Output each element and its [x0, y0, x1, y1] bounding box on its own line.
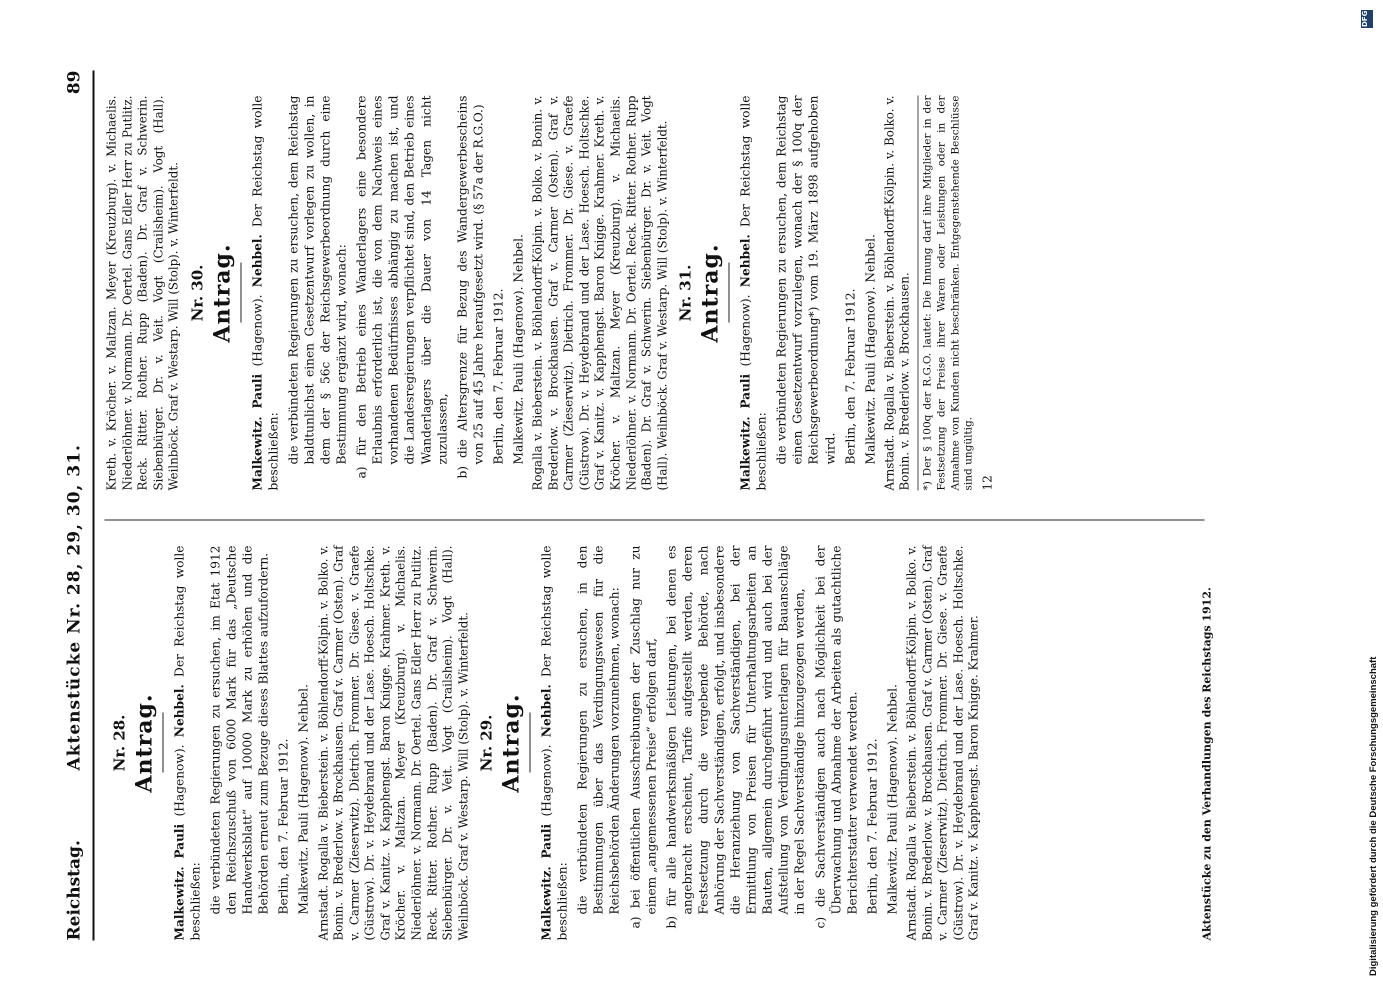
nr29-intro — [538, 546, 570, 941]
nr29-intro-rest: Der Reichstag wolle beschließen: — [539, 545, 570, 941]
nr31-intro-name2: Nehbel. — [738, 234, 753, 288]
nr31-rule — [728, 263, 729, 323]
nr31-signers: Malkewitz. Pauli (Hagenow). Nehbel. — [862, 234, 877, 465]
nr31-footnote: *) Der § 100q der R.G.O. lautet: Die Innung darf ihre Mitglieder in der Festsetzung der Preise ihrer Waren oder Leistungen oder in der Annahme von Kunden nicht beschränken. Entgegenstehende Beschlüsse sind ungültig. — [917, 96, 976, 491]
nr31-date: Berlin, den 7. Februar 1912. — [842, 288, 857, 465]
nr30-title: Antrag. — [208, 243, 235, 343]
signature-number: 12 — [980, 475, 995, 491]
nr29-rule — [529, 713, 530, 773]
nr30-intro-rest: Der Reichstag wolle beschließen: — [249, 95, 280, 491]
nr31-body: die verbündeten Regierungen zu ersuchen, dem Reichstag einen Gesetzentwurf vorzulegen, wonach der § 100q der Reichsgewerbeordnung*) vom 19. März 1898 aufgehoben wird. — [774, 95, 837, 465]
nr28-intro — [171, 546, 203, 941]
digitization-credit: Digitalisierung gefördert durch die Deutsche Forschungsgemeinschaft — [1368, 656, 1379, 976]
nr31-number: Nr. 31. — [676, 264, 695, 322]
column-divider — [104, 520, 1204, 521]
nr30-intro-place: (Hagenow). — [249, 294, 264, 367]
header-left: Reichstag. — [64, 840, 84, 941]
nr30-intro-name2: Nehbel. — [249, 234, 264, 288]
nr29-item-c: c) die Sachverständigen auch nach Möglichkeit bei der Überwachung und Abnahme der Arbeiten als gutachtliche Berichterstatter verwendet werden. — [812, 545, 859, 929]
nr30-signers: Malkewitz. Pauli (Hagenow). Nehbel. — [511, 234, 526, 465]
nr28-signers: Malkewitz. Pauli (Hagenow). Nehbel. — [296, 684, 311, 915]
nr30-rule — [240, 263, 241, 323]
nr30-body: die verbündeten Regierungen zu ersuchen, dem Reichstag baldtunlichst einen Gesetzentwurf vorlegen zu wollen, in dem der § 56c der Reichsgewerbeordnung durch eine Bestimmung ergänzt wird, wonach: — [285, 95, 349, 465]
nr29-item-b: b) für alle handwerksmäßigen Leistungen, bei denen es angebracht erscheint, Tarife aufgestellt werden, deren Festsetzung durch die vergebende Behörde, nach Anhörung der Sachverständigen, erfolgt, und insbesondere die Heranziehung von Sachverständigen, bei der Ermittlung von Preisen für Unterhaltungsarbeiten an Bauten, allgemein durchgeführt wird und auch bei der Aufstellung von Verdingungsunterlagen für Bauanschläge in der Regel Sachverständige hinzugezogen werden, — [663, 545, 807, 929]
nr31-intro-rest: Der Reichstag wolle beschließen: — [738, 95, 769, 491]
nr31-title: Antrag. — [697, 243, 723, 343]
nr28-number: Nr. 28. — [110, 714, 128, 772]
nr29-signers: Malkewitz. Pauli (Hagenow). Nehbel. — [884, 684, 899, 915]
nr30-intro — [249, 96, 281, 491]
nr31-intro — [737, 96, 769, 491]
nr29-body: die verbündeten Regierungen zu ersuchen, in den Bestimmungen über das Verdingungswesen für die Reichsbehörden Änderungen vorzunehmen, wonach: — [575, 545, 622, 915]
nr29-title: Antrag. — [498, 693, 524, 793]
bottom-note: Aktenstücke zu den Verhandlungen des Reichstags 1912. — [1200, 587, 1213, 941]
rotated-document-page — [0, 1, 1383, 1001]
nr28-intro-names: Malkewitz. Pauli — [171, 823, 186, 941]
header-rule — [92, 71, 94, 941]
nr28-date: Berlin, den 7. Februar 1912. — [276, 738, 291, 915]
header-title: Aktenstücke Nr. 28, 29, 30, 31. — [64, 444, 84, 771]
nr30-names: Rogalla v. Bieberstein. v. Böhlendorff-Kölpin. v. Bolko. v. Bonin. v. Brederlow. v. Brockhausen. Graf v. Carmer (Osten). Graf v. Carmer (Zieserwitz). Dietrich. Frommer. Dr. Giese. v. Graefe (Güstrow). Dr. v. Heydebrand und der Lase. Hoesch. Holtschke. Graf v. Kanitz. v. Kapphengst. Baron Knigge. Krahmer. Kreth. v. Kröcher. v. Maltzan. Meyer (Kreuzburg). v. Michaelis. Niederlöhner. v. Normann. Dr. Oertel. Reck. Ritter. Rother. Rupp (Baden). Dr. Graf v. Schwerin. Siebenbürger. Dr. v. Veit. Vogt (Hall). Weilnböck. Graf v. Westarp. Will (Stolp). v. Winterfeldt. — [530, 95, 669, 491]
nr30-heading — [188, 96, 241, 491]
dfg-logo: DFG — [1361, 10, 1373, 28]
page-number: 89 — [64, 70, 84, 95]
nr29-intro-place: (Hagenow). — [539, 744, 554, 817]
nr31-intro-place: (Hagenow). — [738, 294, 753, 367]
nr29-date: Berlin, den 7. Februar 1912. — [864, 738, 879, 915]
nr28-heading — [110, 546, 163, 941]
nr28-intro-name2: Nehbel. — [171, 684, 186, 738]
nr29-names-continued: Kreth. v. Kröcher. v. Maltzan. Meyer (Kreuzburg). v. Michaelis. Niederlöhner. v. Normann. Dr. Oertel. Gans Edler Herr zu Putlitz. Reck. Ritter. Rother. Rupp (Baden). Dr. Graf v. Schwerin. Siebenbürger. Dr. v. Veit. Vogt (Crailsheim). Vogt (Hall). Weilnböck. Graf v. Westarp. Will (Stolp). v. Winterfeldt. — [104, 95, 181, 491]
nr28-names: Arnstadt. Rogalla v. Bieberstein. v. Böhlendorff-Kölpin. v. Bolko. v. Bonin. v. Brederlow. v. Brockhausen. Graf v. Carmer (Osten). Graf v. Carmer (Zieserwitz). Dietrich. Frommer. Dr. Giese. v. Graefe (Güstrow). Dr. v. Heydebrand und der Lase. Hoesch. Holtschke. Graf v. Kanitz. v. Kapphengst. Baron Knigge. Krahmer. Kreth. v. Kröcher. v. Maltzan. Meyer (Kreuzburg). v. Michaelis. Niederlöhner. v. Normann. Dr. Oertel. Gans Edler Herr zu Putlitz. Reck. Ritter. Rother. Rupp (Baden). Dr. Graf v. Schwerin. Siebenbürger. Dr. v. Veit. Vogt (Crailsheim). Vogt (Hall). Weilnböck. Graf v. Westarp. Will (Stolp). v. Winterfeldt. — [315, 545, 470, 941]
nr30-intro-names: Malkewitz. Pauli — [249, 373, 264, 491]
nr30-date: Berlin, den 7. Februar 1912. — [490, 288, 505, 465]
nr29-names: Arnstadt. Rogalla v. Bieberstein. v. Böhlendorff-Kölpin. v. Bolko. v. Bonin. v. Brederlow. v. Brockhausen. Graf v. Carmer (Osten). Graf v. Carmer (Zieserwitz). Dietrich. Frommer. Dr. Giese. v. Graefe (Güstrow). Dr. v. Heydebrand und der Lase. Hoesch. Holtschke. Graf v. Kanitz. v. Kapphengst. Baron Knigge. Krahmer. — [904, 545, 981, 941]
nr31-intro-names: Malkewitz. Pauli — [738, 373, 753, 491]
nr30-number: Nr. 30. — [187, 264, 206, 322]
nr29-intro-names: Malkewitz. Pauli — [539, 823, 554, 941]
nr30-item-b: b) die Altersgrenze für Bezug des Wandergewerbescheins von 25 auf 45 Jahre heraufgesetzt wird. (§ 57a der R.G.O.) — [454, 95, 485, 479]
running-header — [60, 71, 88, 941]
nr28-intro-rest: Der Reichstag wolle beschließen: — [171, 545, 202, 941]
nr28-title: Antrag. — [130, 693, 157, 793]
nr29-heading — [477, 546, 530, 941]
left-column — [104, 546, 986, 941]
nr29-number: Nr. 29. — [477, 714, 496, 772]
nr30-item-a: a) für den Betrieb eines Wanderlagers eine besondere Erlaubnis erforderlich ist, die von dem Nachweis eines vorhandenen Bedürfnisses abhängig zu machen ist, und die Landesregierungen verpflichtet sind, den Betrieb eines Wanderlagers über die Dauer von 14 Tagen nicht zuzulassen, — [354, 95, 449, 479]
nr29-intro-name2: Nehbel. — [539, 684, 554, 738]
nr29-item-a: a) bei öffentlichen Ausschreibungen der Zuschlag nur zu einem „angemessenen Preise“ erfolgen darf, — [627, 545, 658, 929]
right-column — [104, 96, 1000, 491]
nr31-names: Arnstadt. Rogalla v. Bieberstein. v. Böhlendorff-Kölpin. v. Bolko. v. Bonin. v. Brederlow. v. Brockhausen. — [881, 95, 912, 491]
nr31-heading — [676, 96, 729, 491]
nr28-body: die verbündeten Regierungen zu ersuchen, im Etat 1912 den Reichszuschuß von 6000 Mark für das „Deutsche Handwerksblatt“ auf 10000 Mark zu erhöhen und die Behörden erneut zum Bezuge dieses Blattes aufzufordern. — [208, 545, 271, 915]
nr28-intro-place: (Hagenow). — [171, 744, 186, 817]
nr28-rule — [162, 713, 163, 773]
